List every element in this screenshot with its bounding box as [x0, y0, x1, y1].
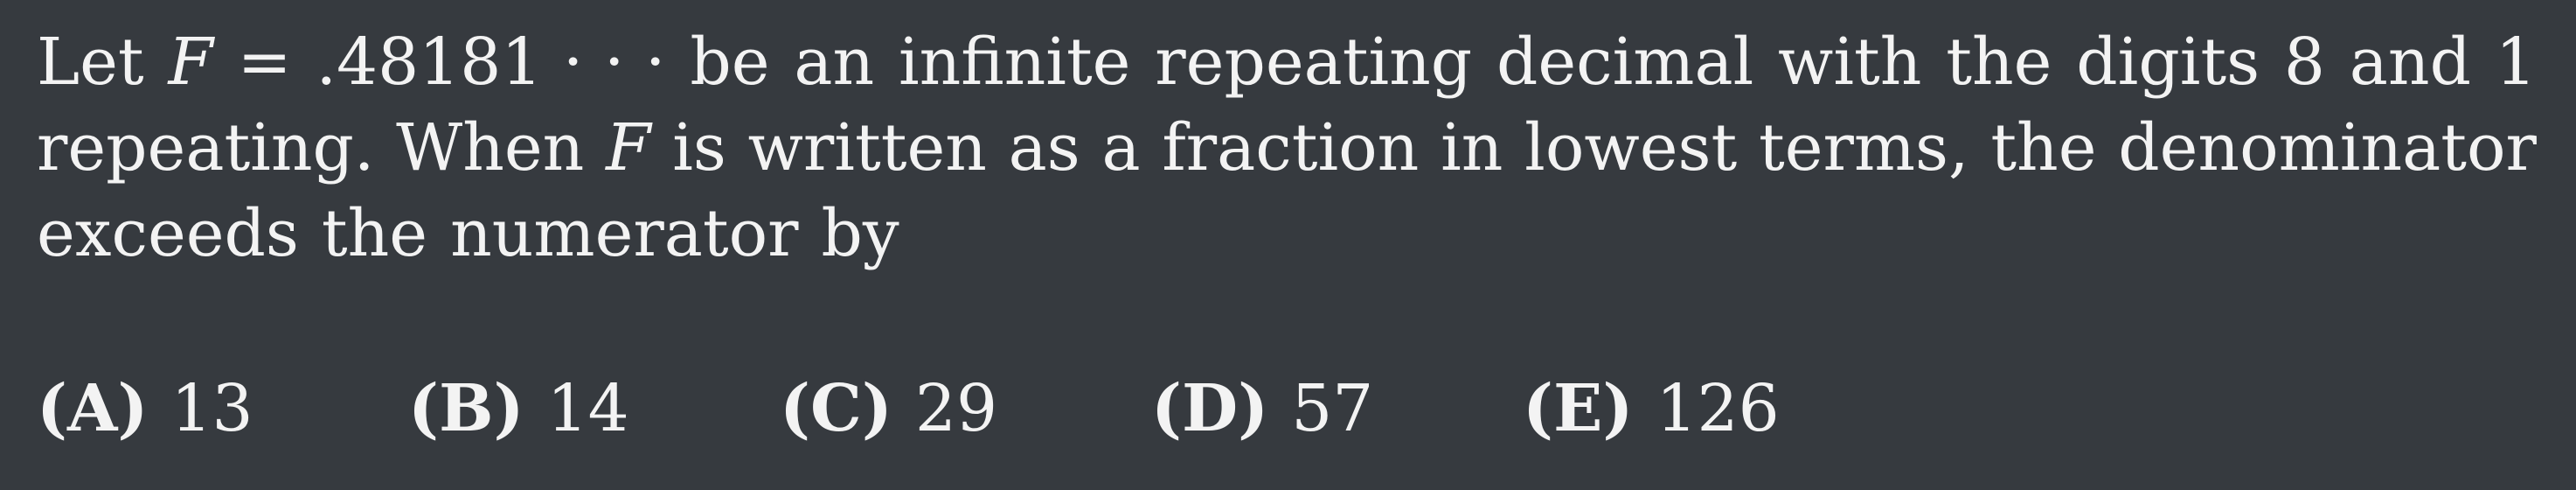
answer-choices [37, 366, 1894, 452]
word: repeating [1155, 24, 1473, 100]
choice-value: 14 [546, 371, 629, 446]
choice-d[interactable] [1151, 366, 1523, 452]
variable-f: F [168, 24, 213, 100]
choice-b[interactable] [408, 366, 780, 452]
word: decimal [1496, 24, 1754, 100]
choice-value: 57 [1291, 371, 1374, 446]
choice-value: 29 [914, 371, 998, 446]
word: is [672, 110, 726, 186]
word: numerator [450, 196, 799, 271]
digit: 1 [2495, 24, 2537, 100]
word: repeating. [37, 110, 375, 186]
word: in [1441, 110, 1503, 186]
choice-value: 126 [1656, 371, 1780, 446]
choice-a[interactable] [37, 366, 408, 452]
choice-letter: (B) [408, 371, 524, 446]
word: and [2349, 24, 2471, 100]
word: fraction [1162, 110, 1420, 186]
word: the [1946, 24, 2052, 100]
word: by [821, 196, 899, 271]
choice-letter: (C) [780, 371, 892, 446]
word: written [747, 110, 987, 186]
word: When [396, 110, 585, 186]
word: be [690, 24, 770, 100]
word: the [1990, 110, 2097, 186]
word: digits [2076, 24, 2260, 100]
digit: 8 [2283, 24, 2325, 100]
repeating-decimal: .48181 · · · [316, 24, 666, 100]
word: as [1008, 110, 1080, 186]
word: an [794, 24, 875, 100]
word: the [321, 196, 428, 271]
word: lowest [1524, 110, 1738, 186]
word: a [1101, 110, 1141, 186]
choice-letter: (D) [1151, 371, 1269, 446]
problem-line-1 [37, 19, 2537, 105]
choice-c[interactable] [780, 366, 1151, 452]
problem-line-3 [37, 191, 2537, 276]
variable-f: F [606, 110, 651, 186]
choice-letter: (E) [1523, 371, 1634, 446]
choice-value: 13 [170, 371, 253, 446]
problem-line-2 [37, 105, 2537, 191]
word: denominator [2118, 110, 2537, 186]
choice-letter: (A) [37, 371, 149, 446]
word: infinite [898, 24, 1131, 100]
word: exceeds [37, 196, 299, 271]
problem-statement [37, 19, 2537, 276]
word: Let [37, 24, 144, 100]
equals-sign: = [237, 24, 292, 100]
word: terms, [1758, 110, 1969, 186]
choice-e[interactable] [1523, 366, 1894, 452]
word: with [1778, 24, 1922, 100]
